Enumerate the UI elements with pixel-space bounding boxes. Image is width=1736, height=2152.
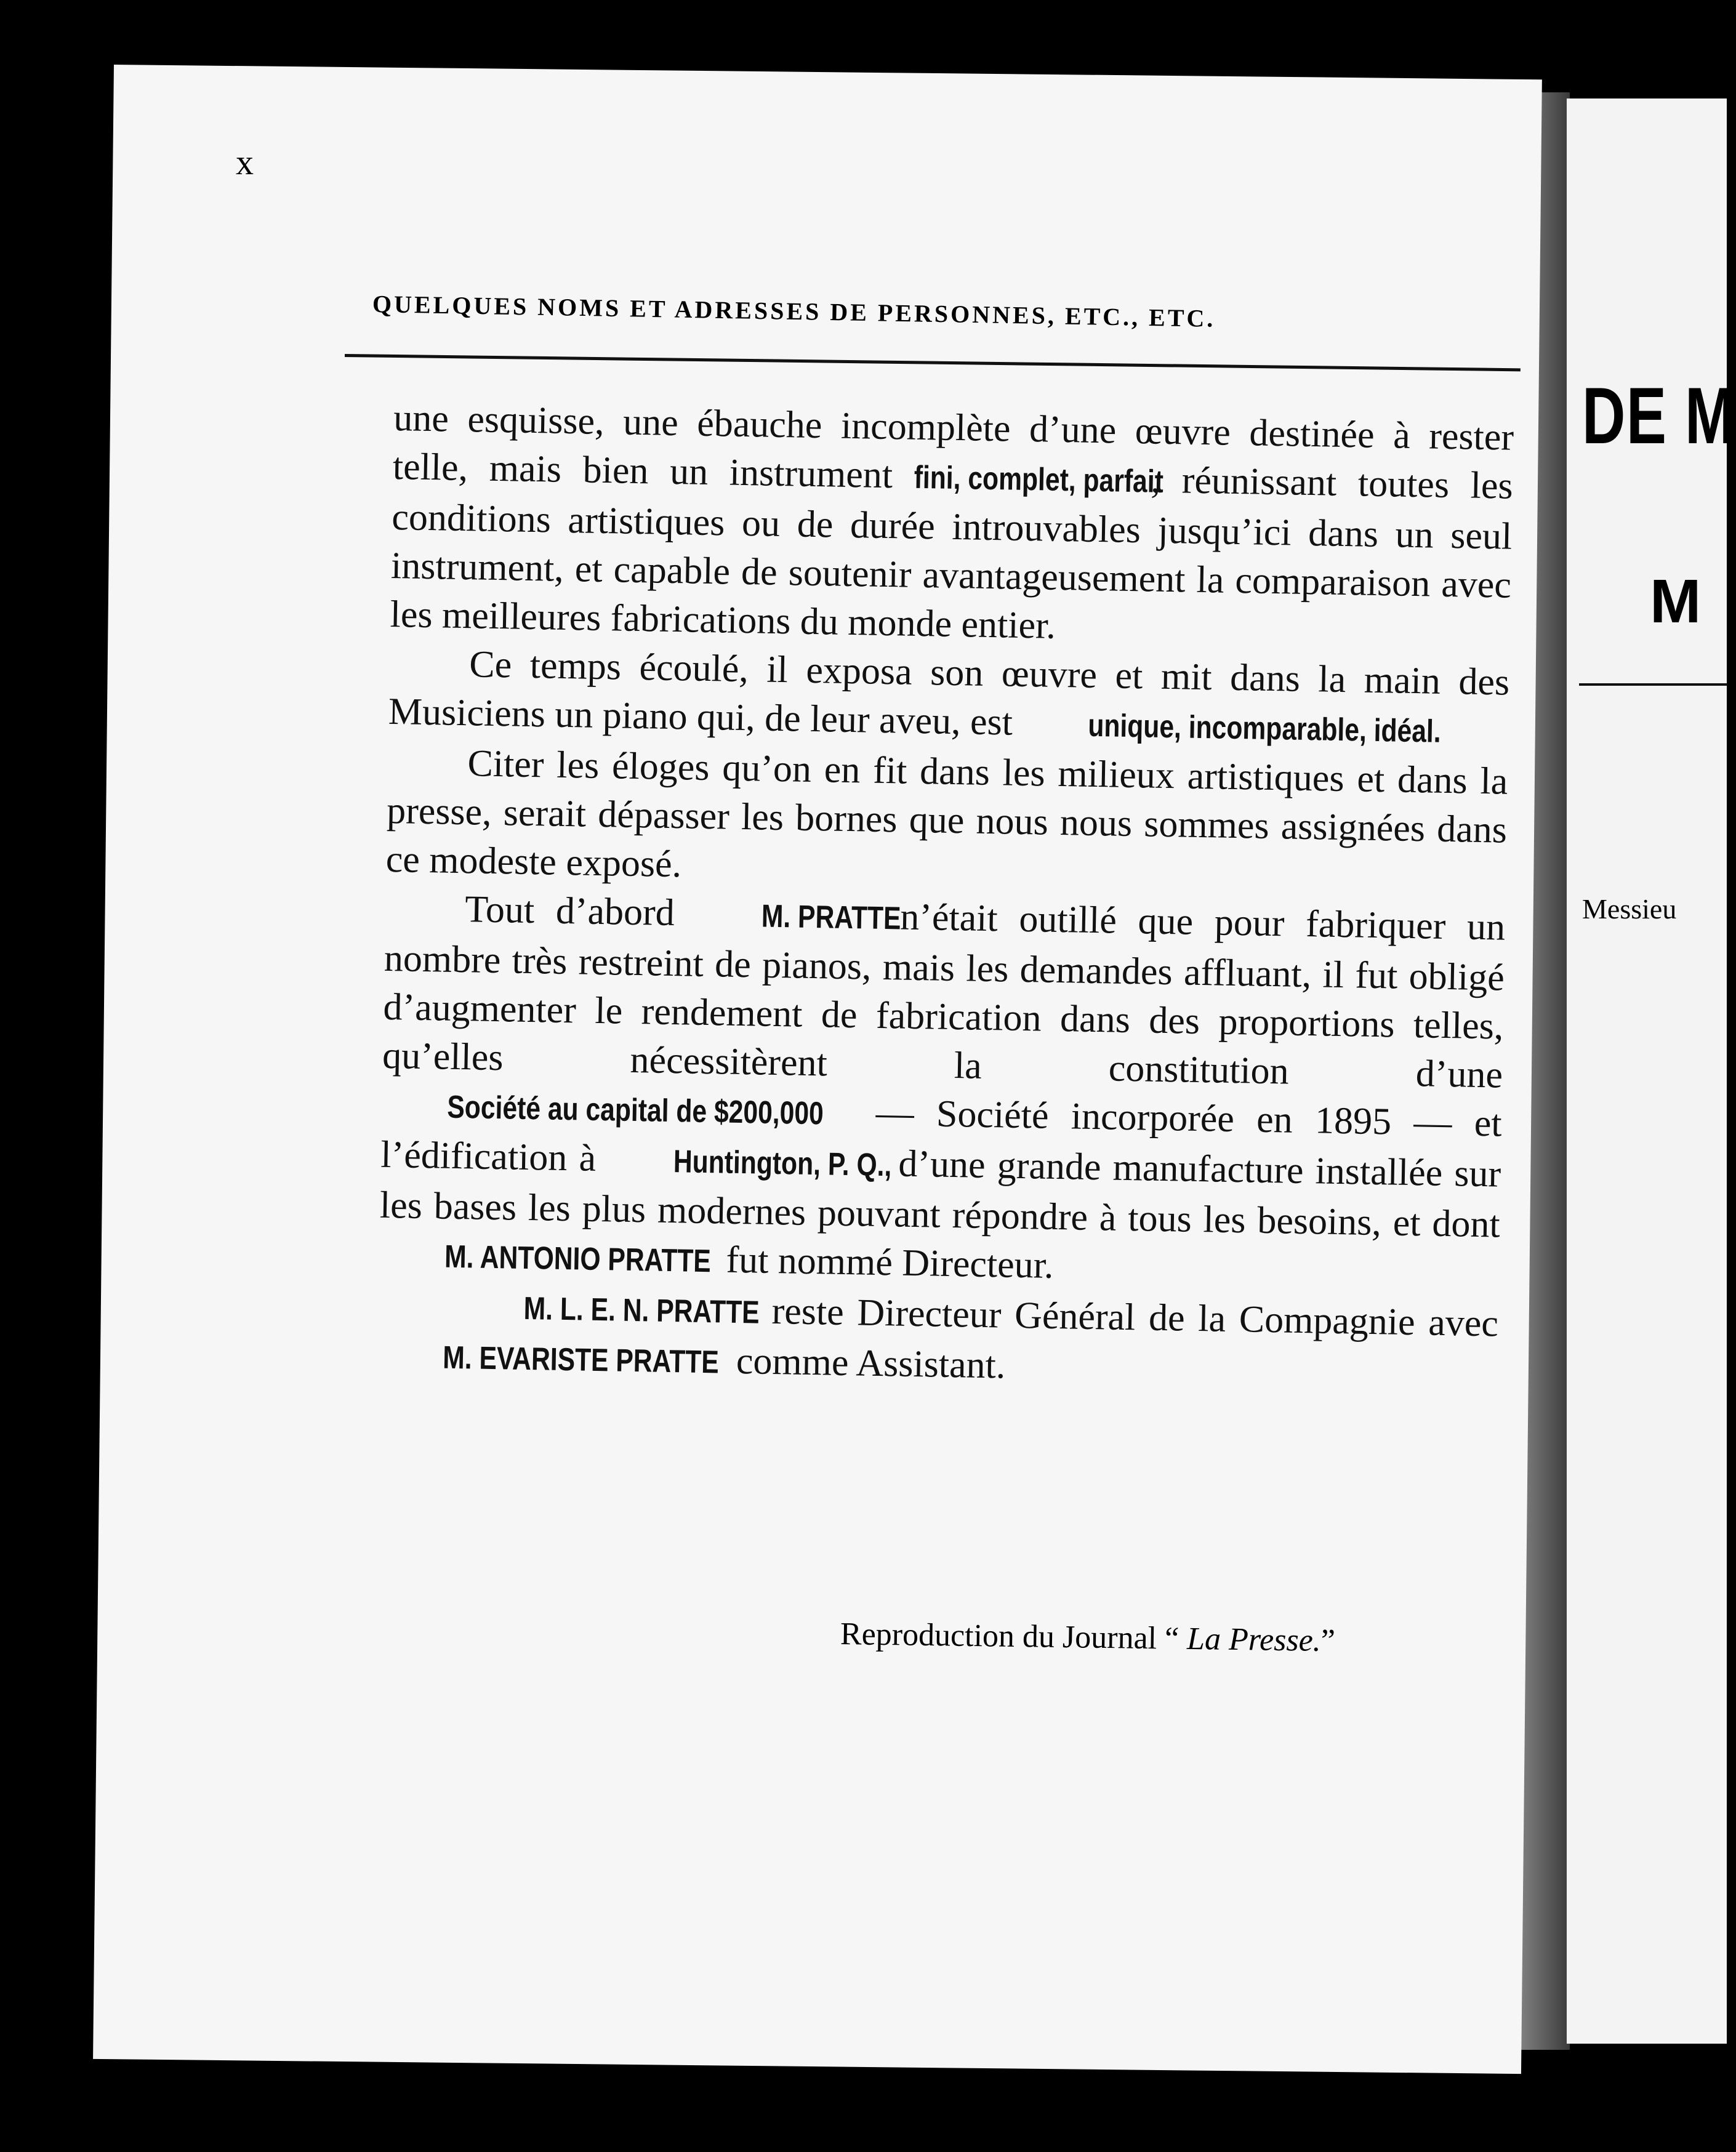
facing-page-text-fragment: Messieu (1582, 893, 1677, 925)
paragraph-3: Citer les éloges qu’on en fit dans les milieux artistiques et dans la presse, serait dépasser les bornes que nous nous sommes assignées dans ce modeste exposé. (385, 742, 1508, 886)
facing-page-title-fragment: DE M (1582, 371, 1736, 460)
bold-name: M. L. E. N. PRATTE (523, 1290, 760, 1331)
page-folio: x (236, 142, 254, 182)
paragraph-5: M. L. E. N. PRATTE reste Directeur Général de la Compagnie avec M. EVARISTE PRATTE comme Assistant. (377, 1280, 1499, 1401)
bold-phrase: Société au capital de $200,000 (446, 1089, 824, 1132)
paragraph-2: Ce temps écoulé, il exposa son œuvre et mit dans la main des Musiciens un piano qui, de leur aveu, est unique, incomparable, idéal. (388, 639, 1510, 758)
article-body (377, 394, 1514, 1401)
facing-page-subtitle-fragment: M (1650, 567, 1702, 636)
bold-name: M. PRATTE (761, 898, 902, 937)
source-attribution: Reproduction du Journal “ La Presse.” (840, 1616, 1336, 1659)
bold-phrase: fini, complet, parfait (914, 459, 1164, 500)
paragraph-4: Tout d’abord M. PRATTE n’était outillé que pour fabriquer un nombre très restreint de pianos, mais les demandes affluant, il fut obligé d’augmenter le rendement de fabrication dans des proportions telles, qu’elles nécessitèrent la constitution d’une Société au capital de $200,000 — Société incorporée en 1895 — et l’édification à Huntington, P. Q., d’une grande manufacture installée sur les bases les plus modernes pouvant répondre à tous les besoins, et dont M. ANTONIO PRATTE fut nommé Directeur. (379, 888, 1506, 1287)
bold-place: Huntington, P. Q., (673, 1144, 892, 1184)
bold-phrase: unique, incomparable, idéal. (1087, 707, 1441, 750)
bold-name: M. EVARISTE PRATTE (442, 1339, 720, 1381)
paragraph-1: une esquisse, une ébauche incomplète d’une œuvre destinée à rester telle, mais bien un instrument fini, complet, parfait, réunissant toutes les conditions artistiques ou de durée introuvables jusqu’ici dans un seul instrument, et capable de soutenir avantageusement la comparaison avec les meilleures fabrications du monde entier. (390, 396, 1514, 647)
facing-page-rule (1579, 683, 1727, 686)
facing-page (1567, 98, 1736, 2044)
journal-title: La Presse. (1186, 1621, 1322, 1658)
running-head: QUELQUES NOMS ET ADRESSES DE PERSONNES, ETC., ETC. (372, 290, 1216, 332)
bold-name: M. ANTONIO PRATTE (444, 1239, 712, 1280)
